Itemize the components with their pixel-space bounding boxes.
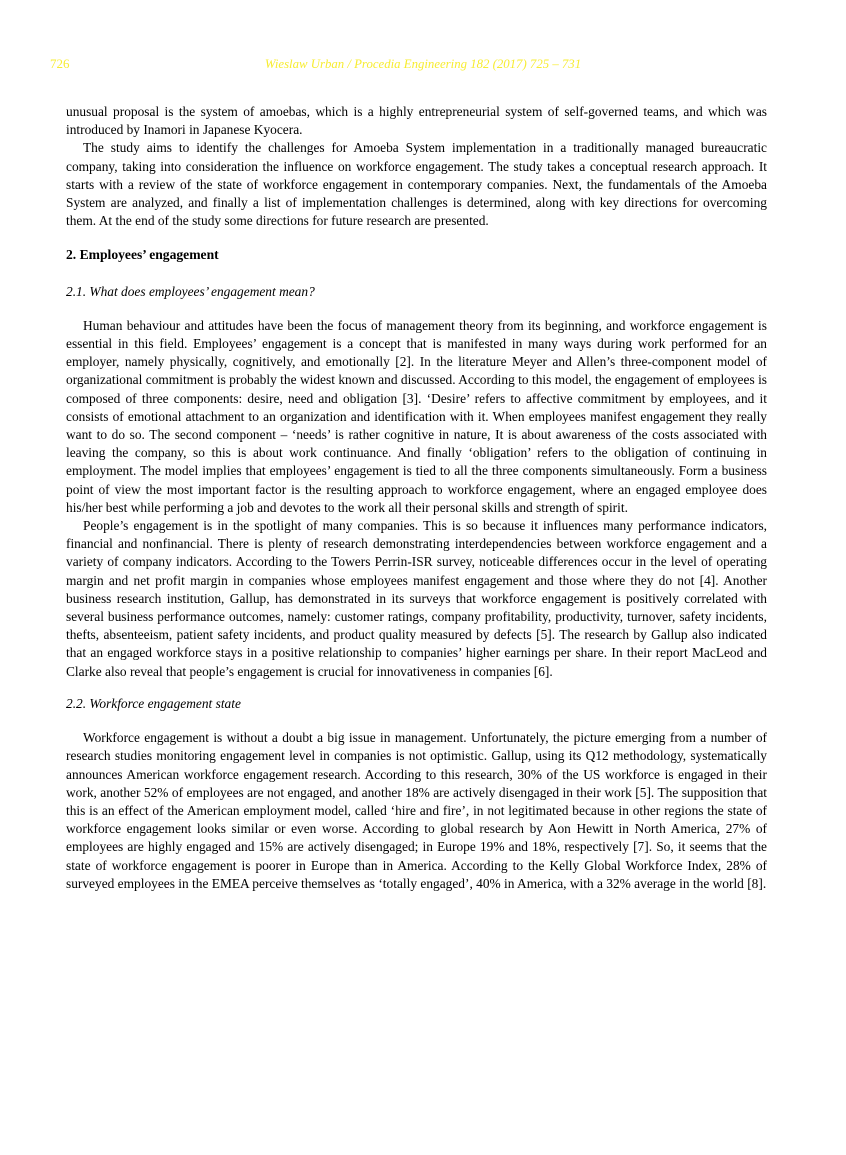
section-heading-employees-engagement: 2. Employees’ engagement [66, 247, 219, 263]
paragraph-engagement-state: Workforce engagement is without a doubt a big issue in management. Unfortunately, the picture emerging from a number of research studies monitoring engagement level in companies is not optimistic. Gallup, using its Q12 methodology, systematically announces American workforce engagement research. According to this research, 30% of the US workforce is engaged in their work, another 52% of employees are not engaged, and another 18% are actively disengaged in their work [5]. The supposition that this is an effect of the American employment model, called ‘hire and fire’, in not legitimated because in other regions the state of workforce engagement looks similar or even worse. According to global research by Aon Hewitt in North America, 27% of employees are highly engaged and 15% are actively disengaged; in Europe 19% and 18%, respectively [7]. So, it seems that the state of workforce engagement is poorer in Europe than in America. According to the Kelly Global Workforce Index, 28% of surveyed employees in the EMEA perceive themselves as ‘totally engaged’, 40% in America, with a 32% average in the world [8]. [66, 730, 767, 891]
subsection-heading-engagement-state: 2.2. Workforce engagement state [66, 695, 241, 711]
paragraph-engagement-performance: People’s engagement is in the spotlight of many companies. This is so because it influences many performance indicators, financial and nonfinancial. There is plenty of research demonstrating interdependencies between workforce engagement and a variety of company indicators. According to the Towers Perrin-ISR survey, noticeable differences occur in the level of operating margin and net profit margin in companies whose employees manifest engagement and those where they do not [4]. Another business research institution, Gallup, has demonstrated in its surveys that workforce engagement is positively correlated with several business performance outcomes, namely: customer ratings, company profitability, productivity, turnover, safety incidents, thefts, absenteeism, patient safety incidents, and product quality measured by defects [5]. The research by Gallup also indicated that an engaged workforce stays in a positive relationship to companies’ higher earnings per share. In their report MacLeod and Clarke also reveal that people’s engagement is crucial for innovativeness in companies [6]. [66, 518, 767, 679]
running-title: Wieslaw Urban / Procedia Engineering 182 (2017) 725 – 731 [264, 57, 582, 71]
page-header [50, 56, 796, 72]
page-number: 726 [50, 56, 70, 71]
paragraph-study-aims: The study aims to identify the challenges for Amoeba System implementation in a traditionally managed bureaucratic company, taking into consideration the influence on workforce engagement. The study takes a conceptual research approach. It starts with a review of the state of workforce engagement in contemporary companies. Next, the fundamentals of the Amoeba System are analyzed, and finally a list of implementation challenges is determined, along with key directions for overcoming them. At the end of the study some directions for future research are presented. [66, 140, 767, 229]
article-body [66, 103, 767, 893]
paragraph-intro-continuation: unusual proposal is the system of amoebas, which is a highly entrepreneurial system of self-governed teams, and which was introduced by Inamori in Japanese Kyocera. [66, 104, 767, 138]
paragraph-engagement-definition: Human behaviour and attitudes have been the focus of management theory from its beginning, and workforce engagement is essential in this field. Employees’ engagement is a concept that is manifested in many ways during work performed for an employer, namely physically, cognitively, and emotionally [2]. In the literature Meyer and Allen’s three-component model of organizational commitment is probably the widest known and discussed. According to this model, the engagement of employees is composed of three components: desire, need and obligation [3]. ‘Desire’ refers to affective commitment by employees, and it consists of emotional attachment to an organization and identification with it. When employees manifest engagement they really want to do so. The second component – ‘needs’ is rather cognitive in nature, It is about awareness of the costs associated with leaving the company, so this is about work continuance. And finally ‘obligation’ refers to the obligation of continuing in employment. The model implies that employees’ engagement is tied to all the three components simultaneously. Form a business point of view the most important factor is the resulting approach to workforce engagement, where an engaged employee does his/her best while performing a job and devotes to the work all their personal skills and strength of spirit. [66, 317, 767, 515]
subsection-heading-engagement-meaning: 2.1. What does employees’ engagement mean? [66, 283, 315, 299]
